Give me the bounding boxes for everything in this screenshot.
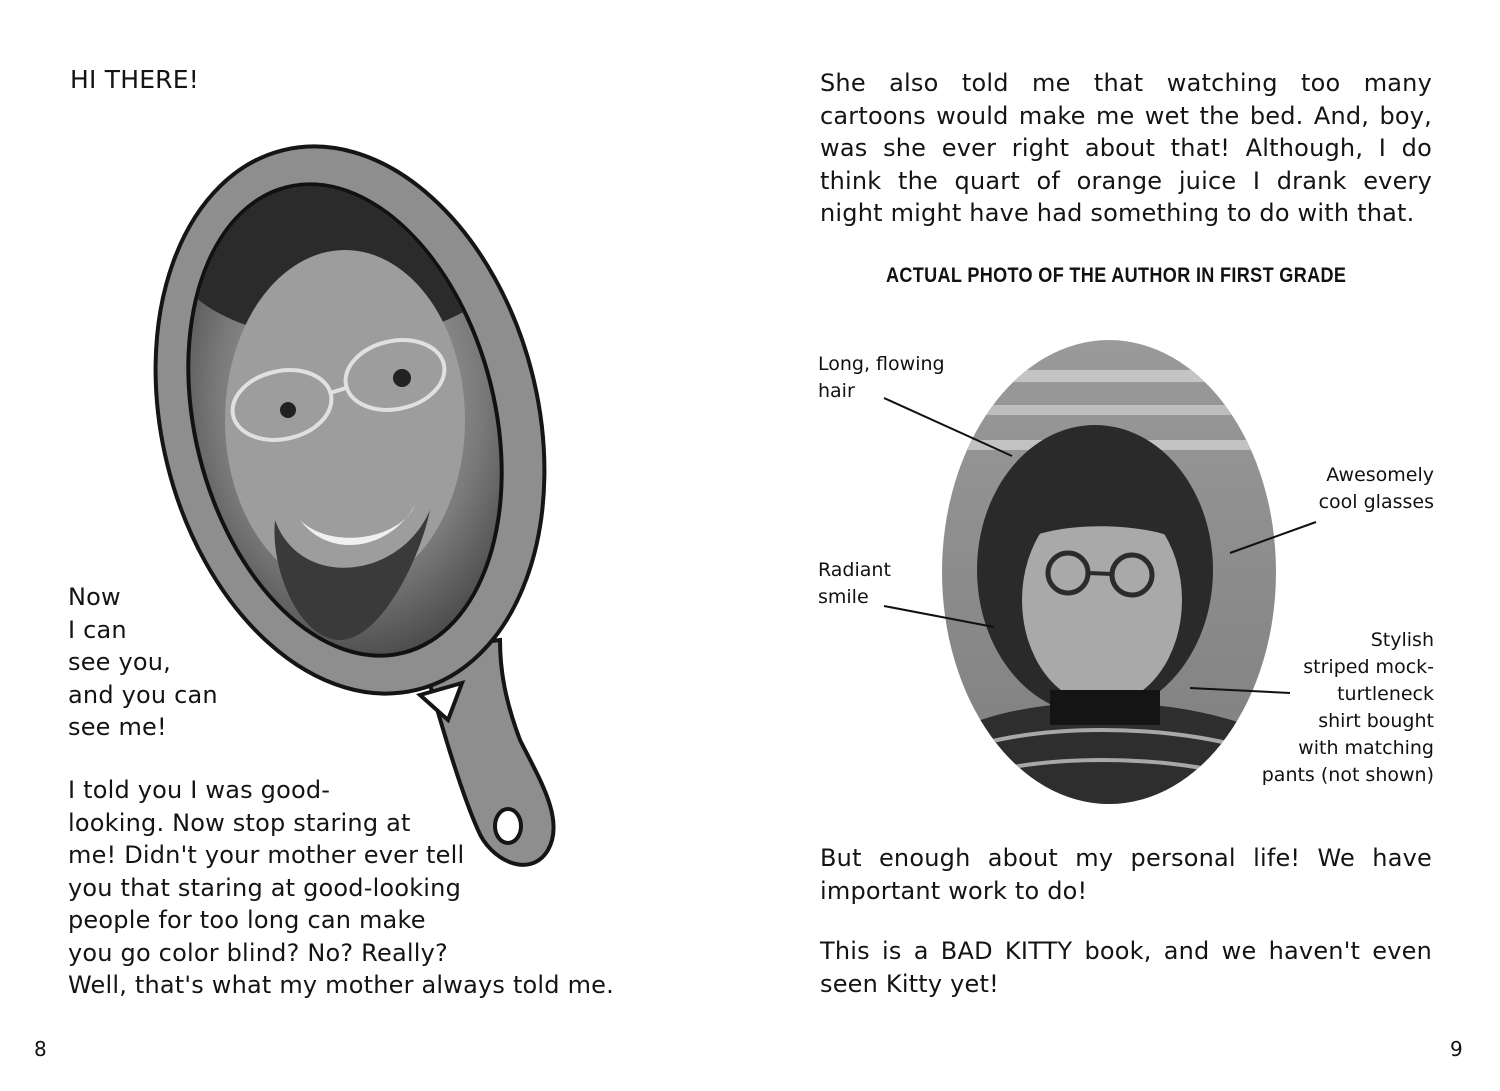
mirror-text: Now I can see you, and you can see me!: [68, 583, 218, 741]
childhood-photo-figure: [750, 0, 1500, 1091]
annotation-smile: Radiant smile: [818, 559, 891, 608]
annotation-hair: Long, flowing hair: [818, 353, 945, 402]
annotation-glasses: Awesomely cool glasses: [1318, 464, 1434, 513]
right-paragraph-2: But enough about my personal life! We have important work to do!: [820, 844, 1432, 905]
photo-caption: ACTUAL PHOTO OF THE AUTHOR IN FIRST GRADE: [886, 264, 1347, 287]
page-number-right: 9: [1450, 1037, 1463, 1061]
page-number-left: 8: [34, 1037, 47, 1061]
left-paragraph: I told you I was good- looking. Now stop staring at me! Didn't your mother ever tell you that staring at good-looking people for too long can make you go color blind? No? Really? Well, that's what my mother always told me.: [68, 776, 614, 999]
right-page: [750, 0, 1500, 1091]
greeting-heading: HI THERE!: [70, 65, 199, 94]
annotation-shirt: Stylish striped mock- turtleneck shirt bought with matching pants (not shown): [1261, 629, 1434, 786]
right-paragraph-1: She also told me that watching too many cartoons would make me wet the bed. And, boy, was she ever right about that! Although, I do think the quart of orange juice I drank every night might have had something to do with that.: [820, 69, 1432, 227]
right-paragraph-3: This is a BAD KITTY book, and we haven't even seen Kitty yet!: [820, 937, 1432, 998]
